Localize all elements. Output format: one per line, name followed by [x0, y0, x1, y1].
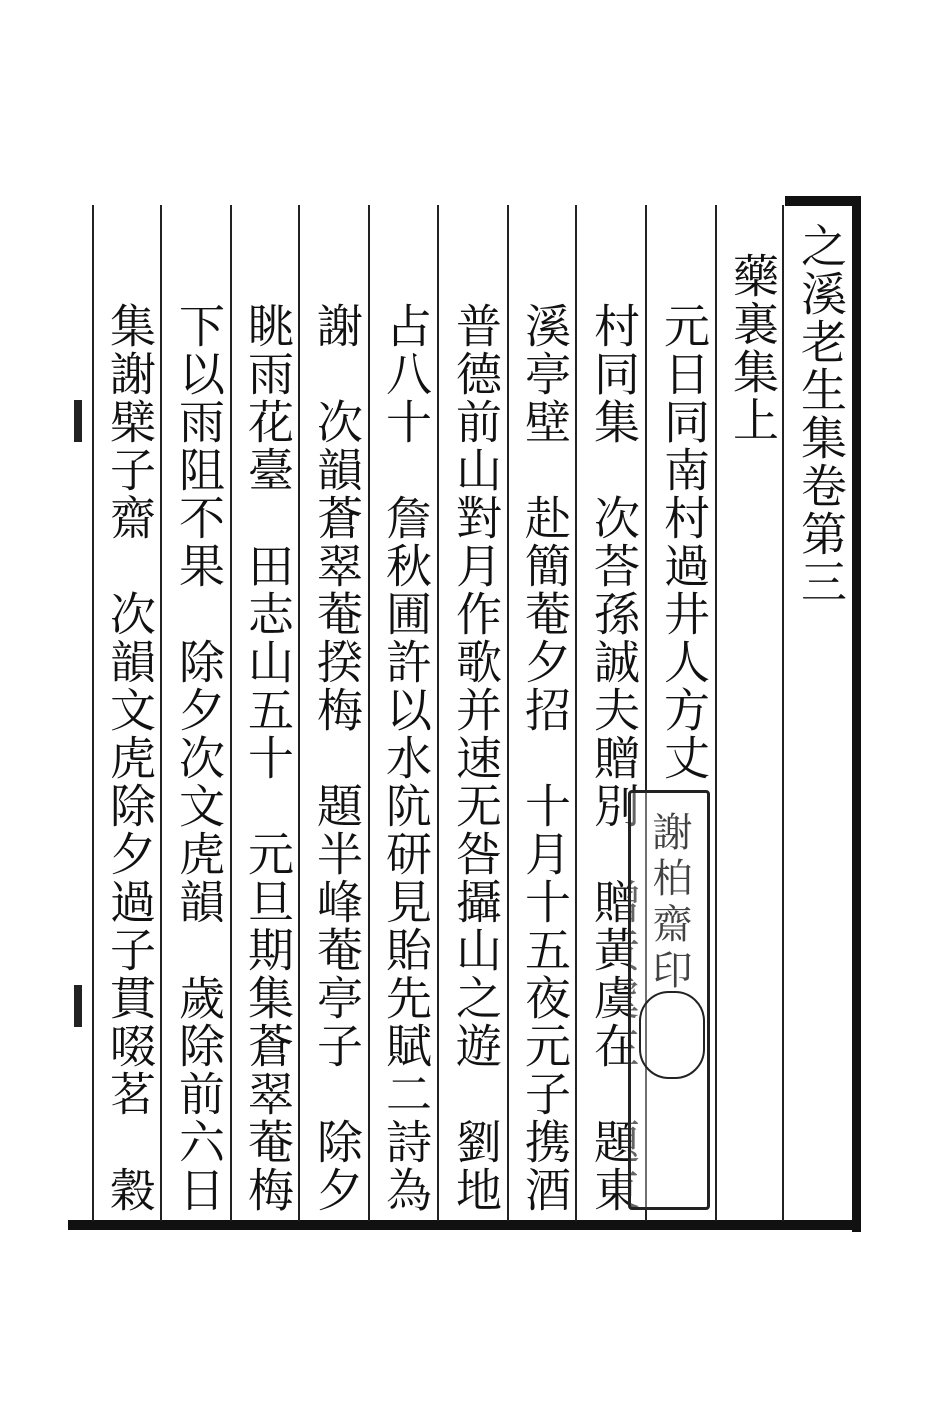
text-column-8: 下以雨阻不果 除夕次文虎韻 歲除前六日 [172, 302, 226, 1214]
text-column-3: 溪亭壁 赴簡菴夕招 十月十五夜元子携酒 [518, 302, 572, 1214]
text-column-4: 普德前山對月作歌并速无咎攝山之遊 劉地 [449, 302, 503, 1214]
text-column-9: 集謝檗子齋 次韻文虎除夕過子貫啜茗 穀 [103, 302, 157, 1214]
text-column-5: 占八十 詹秋圃許以水阬研見貽先賦二詩為 [379, 302, 433, 1214]
column-rule [507, 205, 509, 1221]
text-column-2: 村同集 次荅孫誠夫贈別 贈黃虞在 題東 [587, 302, 641, 1214]
frame-right-border [852, 196, 861, 1232]
text-column-7: 眺雨花臺 田志山五十 元旦期集蒼翠菴梅 [241, 302, 295, 1214]
column-rule [230, 205, 232, 1221]
page-edge-mark [74, 400, 82, 442]
column-rule [715, 205, 717, 1221]
column-rule [437, 205, 439, 1221]
text-column-6: 謝 次韻蒼翠菴揆梅 題半峰菴亭子 除夕 [310, 302, 364, 1214]
seal-stamp [628, 790, 710, 1210]
column-rule [368, 205, 370, 1221]
text-column-1: 元日同南村過井人方丈 [657, 302, 711, 782]
book-title: 之溪老生集卷第三 [794, 222, 848, 606]
frame-top-border [785, 196, 860, 206]
seal-inner-mark [639, 991, 705, 1079]
section-title: 藥裏集上 [726, 252, 780, 444]
seal-text: 謝柏齋印 [646, 811, 692, 995]
frame-bottom-border [68, 1220, 861, 1230]
column-rule [92, 205, 94, 1221]
page-edge-mark [74, 985, 82, 1027]
